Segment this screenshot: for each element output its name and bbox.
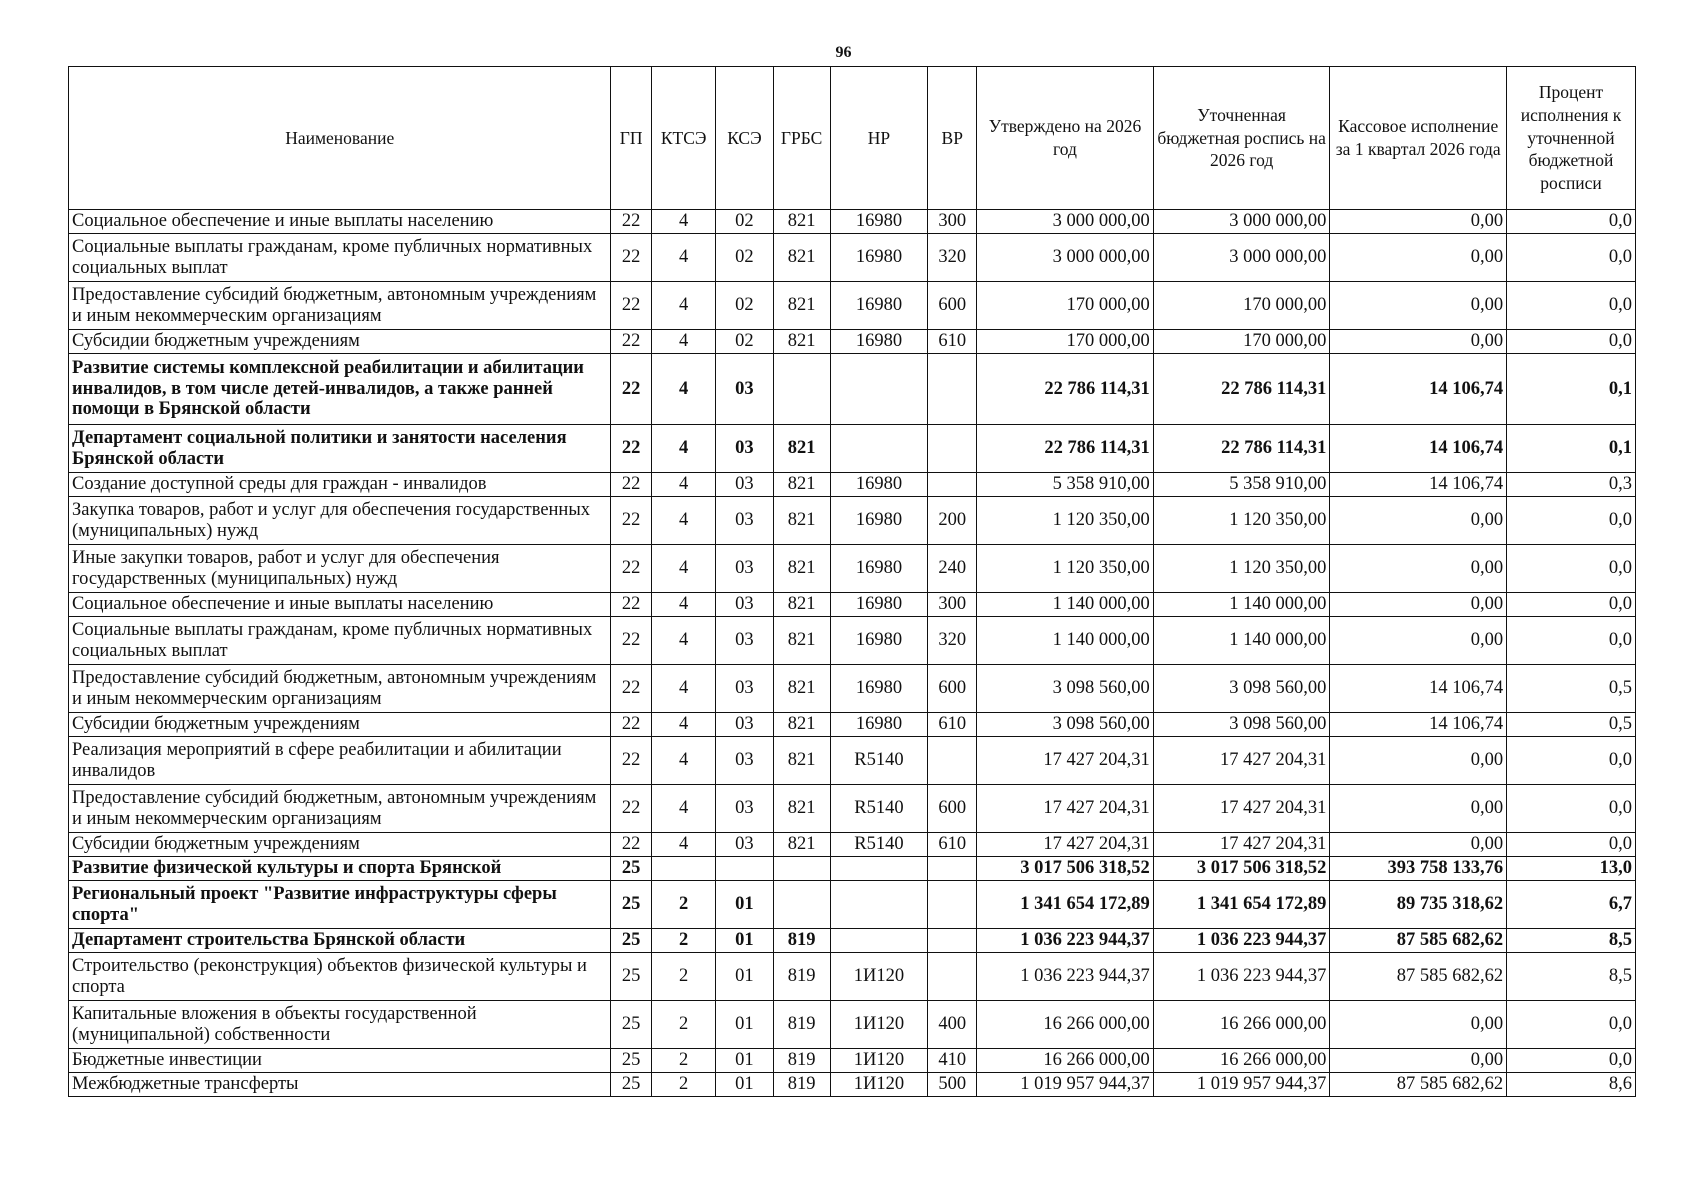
cell-vr: 610 <box>928 713 977 737</box>
cell-percent: 0,0 <box>1507 210 1636 234</box>
cell-approved: 3 098 560,00 <box>977 713 1154 737</box>
cell-approved: 3 000 000,00 <box>977 234 1154 282</box>
cell-ktse: 4 <box>651 354 715 425</box>
cell-gp: 22 <box>611 234 652 282</box>
cell-nr: 1И120 <box>830 1001 928 1049</box>
cell-kse: 02 <box>716 330 773 354</box>
cell-approved: 170 000,00 <box>977 330 1154 354</box>
cell-kse: 03 <box>716 737 773 785</box>
cell-ktse: 2 <box>651 881 715 929</box>
cell-refined: 17 427 204,31 <box>1153 833 1330 857</box>
table-row <box>69 953 1636 1001</box>
cell-name: Иные закупки товаров, работ и услуг для обеспечения государственных (муниципальных) нужд <box>69 545 611 593</box>
cell-cash: 0,00 <box>1330 210 1507 234</box>
cell-grbs: 821 <box>773 545 830 593</box>
table-row <box>69 881 1636 929</box>
cell-kse: 03 <box>716 785 773 833</box>
cell-vr: 610 <box>928 330 977 354</box>
col-header-name: Наименование <box>69 67 611 210</box>
col-header-refined: Уточненная бюджетная роспись на 2026 год <box>1153 67 1330 210</box>
cell-name: Предоставление субсидий бюджетным, автономным учреждениям и иным некоммерческим организациям <box>69 785 611 833</box>
cell-ktse: 4 <box>651 330 715 354</box>
cell-name: Социальные выплаты гражданам, кроме публичных нормативных социальных выплат <box>69 234 611 282</box>
cell-ktse: 2 <box>651 953 715 1001</box>
table-row <box>69 354 1636 425</box>
cell-cash: 0,00 <box>1330 234 1507 282</box>
cell-vr: 500 <box>928 1073 977 1097</box>
cell-nr: 16980 <box>830 665 928 713</box>
table-row <box>69 833 1636 857</box>
cell-percent: 0,0 <box>1507 785 1636 833</box>
cell-kse: 01 <box>716 1073 773 1097</box>
cell-vr <box>928 881 977 929</box>
cell-approved: 17 427 204,31 <box>977 785 1154 833</box>
table-row <box>69 282 1636 330</box>
cell-vr: 600 <box>928 785 977 833</box>
cell-grbs: 821 <box>773 785 830 833</box>
cell-percent: 8,5 <box>1507 953 1636 1001</box>
cell-refined: 1 036 223 944,37 <box>1153 953 1330 1001</box>
cell-vr <box>928 737 977 785</box>
page-number: 96 <box>835 44 852 61</box>
cell-approved: 22 786 114,31 <box>977 425 1154 473</box>
cell-kse: 01 <box>716 953 773 1001</box>
cell-approved: 17 427 204,31 <box>977 737 1154 785</box>
cell-grbs <box>773 881 830 929</box>
cell-approved: 3 000 000,00 <box>977 210 1154 234</box>
cell-approved: 3 017 506 318,52 <box>977 857 1154 881</box>
cell-nr <box>830 354 928 425</box>
cell-name: Субсидии бюджетным учреждениям <box>69 330 611 354</box>
cell-nr: 16980 <box>830 593 928 617</box>
cell-vr <box>928 929 977 953</box>
cell-gp: 25 <box>611 1073 652 1097</box>
cell-vr <box>928 425 977 473</box>
cell-cash: 0,00 <box>1330 545 1507 593</box>
cell-grbs <box>773 354 830 425</box>
cell-cash: 0,00 <box>1330 737 1507 785</box>
cell-kse: 01 <box>716 1001 773 1049</box>
cell-nr: 1И120 <box>830 953 928 1001</box>
cell-gp: 22 <box>611 473 652 497</box>
cell-ktse: 4 <box>651 425 715 473</box>
cell-ktse: 4 <box>651 665 715 713</box>
cell-cash: 393 758 133,76 <box>1330 857 1507 881</box>
cell-grbs <box>773 857 830 881</box>
cell-approved: 1 036 223 944,37 <box>977 929 1154 953</box>
cell-nr <box>830 425 928 473</box>
cell-vr <box>928 354 977 425</box>
cell-name: Субсидии бюджетным учреждениям <box>69 833 611 857</box>
cell-kse: 02 <box>716 282 773 330</box>
cell-nr: 16980 <box>830 497 928 545</box>
table-row <box>69 1073 1636 1097</box>
cell-percent: 0,0 <box>1507 330 1636 354</box>
cell-ktse: 4 <box>651 473 715 497</box>
table-row <box>69 929 1636 953</box>
cell-vr: 410 <box>928 1049 977 1073</box>
cell-refined: 3 000 000,00 <box>1153 234 1330 282</box>
cell-nr: 16980 <box>830 210 928 234</box>
cell-percent: 6,7 <box>1507 881 1636 929</box>
cell-refined: 17 427 204,31 <box>1153 737 1330 785</box>
cell-cash: 0,00 <box>1330 1001 1507 1049</box>
cell-grbs: 819 <box>773 929 830 953</box>
cell-refined: 170 000,00 <box>1153 330 1330 354</box>
cell-cash: 0,00 <box>1330 1049 1507 1073</box>
cell-refined: 1 120 350,00 <box>1153 497 1330 545</box>
cell-ktse: 4 <box>651 497 715 545</box>
cell-nr <box>830 929 928 953</box>
cell-refined: 1 120 350,00 <box>1153 545 1330 593</box>
col-header-gp: ГП <box>611 67 652 210</box>
cell-percent: 0,5 <box>1507 713 1636 737</box>
cell-name: Реализация мероприятий в сфере реабилитации и абилитации инвалидов <box>69 737 611 785</box>
cell-grbs: 821 <box>773 833 830 857</box>
cell-nr: 1И120 <box>830 1049 928 1073</box>
cell-cash: 87 585 682,62 <box>1330 953 1507 1001</box>
cell-nr: 16980 <box>830 330 928 354</box>
cell-name: Создание доступной среды для граждан - инвалидов <box>69 473 611 497</box>
table-row <box>69 857 1636 881</box>
cell-ktse: 2 <box>651 1001 715 1049</box>
cell-gp: 22 <box>611 210 652 234</box>
table-row <box>69 497 1636 545</box>
cell-percent: 8,5 <box>1507 929 1636 953</box>
cell-name: Развитие физической культуры и спорта Брянской <box>69 857 611 881</box>
cell-cash: 89 735 318,62 <box>1330 881 1507 929</box>
cell-kse: 03 <box>716 354 773 425</box>
cell-percent: 0,0 <box>1507 234 1636 282</box>
cell-approved: 22 786 114,31 <box>977 354 1154 425</box>
table-row <box>69 1049 1636 1073</box>
cell-kse: 03 <box>716 425 773 473</box>
cell-gp: 22 <box>611 665 652 713</box>
cell-approved: 17 427 204,31 <box>977 833 1154 857</box>
cell-vr: 300 <box>928 210 977 234</box>
cell-approved: 3 098 560,00 <box>977 665 1154 713</box>
cell-refined: 170 000,00 <box>1153 282 1330 330</box>
cell-percent: 0,0 <box>1507 545 1636 593</box>
cell-cash: 0,00 <box>1330 833 1507 857</box>
col-header-kse: КСЭ <box>716 67 773 210</box>
cell-name: Региональный проект "Развитие инфраструктуры сферы спорта" <box>69 881 611 929</box>
cell-vr: 300 <box>928 593 977 617</box>
cell-refined: 1 140 000,00 <box>1153 593 1330 617</box>
cell-gp: 22 <box>611 713 652 737</box>
cell-gp: 22 <box>611 737 652 785</box>
table-row <box>69 785 1636 833</box>
table-row <box>69 593 1636 617</box>
cell-gp: 25 <box>611 953 652 1001</box>
cell-nr: 16980 <box>830 282 928 330</box>
cell-vr: 200 <box>928 497 977 545</box>
cell-percent: 0,0 <box>1507 1001 1636 1049</box>
cell-approved: 1 036 223 944,37 <box>977 953 1154 1001</box>
cell-percent: 0,0 <box>1507 833 1636 857</box>
cell-gp: 25 <box>611 1001 652 1049</box>
cell-cash: 0,00 <box>1330 497 1507 545</box>
cell-gp: 22 <box>611 282 652 330</box>
cell-grbs: 821 <box>773 210 830 234</box>
cell-kse: 03 <box>716 617 773 665</box>
table-row <box>69 665 1636 713</box>
cell-name: Социальное обеспечение и иные выплаты населению <box>69 593 611 617</box>
cell-vr: 320 <box>928 234 977 282</box>
cell-grbs: 819 <box>773 953 830 1001</box>
cell-grbs: 821 <box>773 665 830 713</box>
cell-kse: 03 <box>716 545 773 593</box>
cell-cash: 14 106,74 <box>1330 354 1507 425</box>
cell-kse: 03 <box>716 665 773 713</box>
cell-kse: 01 <box>716 1049 773 1073</box>
col-header-grbs: ГРБС <box>773 67 830 210</box>
cell-name: Закупка товаров, работ и услуг для обеспечения государственных (муниципальных) нужд <box>69 497 611 545</box>
cell-grbs: 819 <box>773 1073 830 1097</box>
cell-gp: 22 <box>611 785 652 833</box>
cell-gp: 22 <box>611 545 652 593</box>
cell-gp: 25 <box>611 881 652 929</box>
cell-cash: 0,00 <box>1330 330 1507 354</box>
cell-approved: 1 120 350,00 <box>977 497 1154 545</box>
cell-cash: 14 106,74 <box>1330 665 1507 713</box>
cell-gp: 22 <box>611 617 652 665</box>
table-header <box>69 67 1636 210</box>
cell-vr: 600 <box>928 282 977 330</box>
cell-grbs: 821 <box>773 713 830 737</box>
cell-cash: 0,00 <box>1330 282 1507 330</box>
cell-ktse: 4 <box>651 785 715 833</box>
cell-cash: 87 585 682,62 <box>1330 929 1507 953</box>
cell-refined: 16 266 000,00 <box>1153 1049 1330 1073</box>
cell-gp: 22 <box>611 425 652 473</box>
cell-name: Социальные выплаты гражданам, кроме публичных нормативных социальных выплат <box>69 617 611 665</box>
cell-name: Бюджетные инвестиции <box>69 1049 611 1073</box>
cell-nr: 16980 <box>830 473 928 497</box>
cell-nr: 16980 <box>830 713 928 737</box>
cell-vr: 400 <box>928 1001 977 1049</box>
cell-refined: 5 358 910,00 <box>1153 473 1330 497</box>
cell-ktse: 4 <box>651 713 715 737</box>
cell-approved: 1 341 654 172,89 <box>977 881 1154 929</box>
col-header-vr: ВР <box>928 67 977 210</box>
cell-refined: 1 036 223 944,37 <box>1153 929 1330 953</box>
cell-refined: 1 140 000,00 <box>1153 617 1330 665</box>
cell-percent: 0,0 <box>1507 593 1636 617</box>
cell-name: Предоставление субсидий бюджетным, автономным учреждениям и иным некоммерческим организациям <box>69 282 611 330</box>
cell-approved: 16 266 000,00 <box>977 1001 1154 1049</box>
col-header-cash: Кассовое исполнение за 1 квартал 2026 года <box>1330 67 1507 210</box>
cell-vr: 600 <box>928 665 977 713</box>
cell-cash: 0,00 <box>1330 785 1507 833</box>
cell-ktse: 4 <box>651 617 715 665</box>
table-row <box>69 330 1636 354</box>
cell-ktse: 2 <box>651 1073 715 1097</box>
cell-kse: 01 <box>716 881 773 929</box>
cell-refined: 1 019 957 944,37 <box>1153 1073 1330 1097</box>
cell-ktse: 4 <box>651 593 715 617</box>
cell-approved: 1 140 000,00 <box>977 593 1154 617</box>
cell-approved: 5 358 910,00 <box>977 473 1154 497</box>
cell-gp: 22 <box>611 593 652 617</box>
table-row <box>69 234 1636 282</box>
cell-vr: 610 <box>928 833 977 857</box>
cell-grbs: 819 <box>773 1001 830 1049</box>
cell-kse: 01 <box>716 929 773 953</box>
cell-grbs: 821 <box>773 497 830 545</box>
header-row <box>69 67 1636 210</box>
cell-approved: 1 140 000,00 <box>977 617 1154 665</box>
cell-percent: 0,1 <box>1507 354 1636 425</box>
cell-refined: 1 341 654 172,89 <box>1153 881 1330 929</box>
cell-kse <box>716 857 773 881</box>
cell-kse: 02 <box>716 234 773 282</box>
table-row <box>69 425 1636 473</box>
table-row <box>69 737 1636 785</box>
cell-percent: 13,0 <box>1507 857 1636 881</box>
table-row <box>69 473 1636 497</box>
cell-grbs: 821 <box>773 593 830 617</box>
cell-kse: 03 <box>716 593 773 617</box>
cell-percent: 0,0 <box>1507 282 1636 330</box>
cell-vr <box>928 473 977 497</box>
cell-gp: 22 <box>611 330 652 354</box>
cell-percent: 0,1 <box>1507 425 1636 473</box>
cell-name: Социальное обеспечение и иные выплаты населению <box>69 210 611 234</box>
cell-approved: 16 266 000,00 <box>977 1049 1154 1073</box>
cell-ktse: 4 <box>651 234 715 282</box>
cell-ktse: 4 <box>651 737 715 785</box>
table-row <box>69 545 1636 593</box>
cell-refined: 3 000 000,00 <box>1153 210 1330 234</box>
cell-name: Строительство (реконструкция) объектов физической культуры и спорта <box>69 953 611 1001</box>
table-body <box>69 210 1636 1097</box>
cell-ktse: 4 <box>651 833 715 857</box>
cell-percent: 0,0 <box>1507 497 1636 545</box>
cell-percent: 0,3 <box>1507 473 1636 497</box>
cell-gp: 22 <box>611 833 652 857</box>
cell-ktse: 4 <box>651 545 715 593</box>
cell-grbs: 821 <box>773 425 830 473</box>
col-header-nr: НР <box>830 67 928 210</box>
cell-kse: 02 <box>716 210 773 234</box>
cell-percent: 0,5 <box>1507 665 1636 713</box>
col-header-percent: Процент исполнения к уточненной бюджетной росписи <box>1507 67 1636 210</box>
cell-cash: 14 106,74 <box>1330 473 1507 497</box>
cell-percent: 8,6 <box>1507 1073 1636 1097</box>
cell-name: Департамент социальной политики и занятости населения Брянской области <box>69 425 611 473</box>
cell-kse: 03 <box>716 497 773 545</box>
cell-grbs: 819 <box>773 1049 830 1073</box>
cell-nr: R5140 <box>830 833 928 857</box>
cell-percent: 0,0 <box>1507 737 1636 785</box>
cell-approved: 170 000,00 <box>977 282 1154 330</box>
table-row <box>69 713 1636 737</box>
cell-cash: 14 106,74 <box>1330 425 1507 473</box>
table-row <box>69 617 1636 665</box>
cell-vr <box>928 857 977 881</box>
cell-nr: R5140 <box>830 785 928 833</box>
cell-ktse: 4 <box>651 282 715 330</box>
table-row <box>69 210 1636 234</box>
cell-refined: 16 266 000,00 <box>1153 1001 1330 1049</box>
budget-execution-table <box>68 66 1636 1097</box>
cell-grbs: 821 <box>773 234 830 282</box>
cell-cash: 14 106,74 <box>1330 713 1507 737</box>
cell-nr: R5140 <box>830 737 928 785</box>
cell-gp: 25 <box>611 929 652 953</box>
cell-approved: 1 120 350,00 <box>977 545 1154 593</box>
cell-cash: 0,00 <box>1330 593 1507 617</box>
cell-nr <box>830 881 928 929</box>
cell-vr: 240 <box>928 545 977 593</box>
cell-refined: 22 786 114,31 <box>1153 425 1330 473</box>
cell-cash: 0,00 <box>1330 617 1507 665</box>
cell-name: Капитальные вложения в объекты государственной (муниципальной) собственности <box>69 1001 611 1049</box>
cell-nr: 1И120 <box>830 1073 928 1097</box>
cell-nr <box>830 857 928 881</box>
cell-nr: 16980 <box>830 545 928 593</box>
cell-grbs: 821 <box>773 330 830 354</box>
cell-grbs: 821 <box>773 617 830 665</box>
cell-refined: 3 098 560,00 <box>1153 713 1330 737</box>
cell-kse: 03 <box>716 833 773 857</box>
cell-gp: 22 <box>611 354 652 425</box>
cell-ktse: 2 <box>651 929 715 953</box>
cell-gp: 22 <box>611 497 652 545</box>
cell-percent: 0,0 <box>1507 1049 1636 1073</box>
cell-refined: 3 098 560,00 <box>1153 665 1330 713</box>
cell-ktse <box>651 857 715 881</box>
cell-approved: 1 019 957 944,37 <box>977 1073 1154 1097</box>
cell-nr: 16980 <box>830 617 928 665</box>
cell-gp: 25 <box>611 857 652 881</box>
cell-refined: 22 786 114,31 <box>1153 354 1330 425</box>
cell-kse: 03 <box>716 473 773 497</box>
cell-vr: 320 <box>928 617 977 665</box>
cell-percent: 0,0 <box>1507 617 1636 665</box>
cell-grbs: 821 <box>773 282 830 330</box>
cell-kse: 03 <box>716 713 773 737</box>
cell-nr: 16980 <box>830 234 928 282</box>
table-row <box>69 1001 1636 1049</box>
cell-ktse: 4 <box>651 210 715 234</box>
cell-gp: 25 <box>611 1049 652 1073</box>
cell-name: Департамент строительства Брянской области <box>69 929 611 953</box>
cell-ktse: 2 <box>651 1049 715 1073</box>
col-header-ktse: КТСЭ <box>651 67 715 210</box>
cell-name: Межбюджетные трансферты <box>69 1073 611 1097</box>
cell-refined: 17 427 204,31 <box>1153 785 1330 833</box>
cell-name: Субсидии бюджетным учреждениям <box>69 713 611 737</box>
col-header-approved: Утверждено на 2026 год <box>977 67 1154 210</box>
cell-vr <box>928 953 977 1001</box>
cell-refined: 3 017 506 318,52 <box>1153 857 1330 881</box>
cell-grbs: 821 <box>773 473 830 497</box>
cell-grbs: 821 <box>773 737 830 785</box>
cell-name: Предоставление субсидий бюджетным, автономным учреждениям и иным некоммерческим организациям <box>69 665 611 713</box>
cell-cash: 87 585 682,62 <box>1330 1073 1507 1097</box>
cell-name: Развитие системы комплексной реабилитации и абилитации инвалидов, в том числе детей-инвалидов, а также ранней помощи в Брянской области <box>69 354 611 425</box>
